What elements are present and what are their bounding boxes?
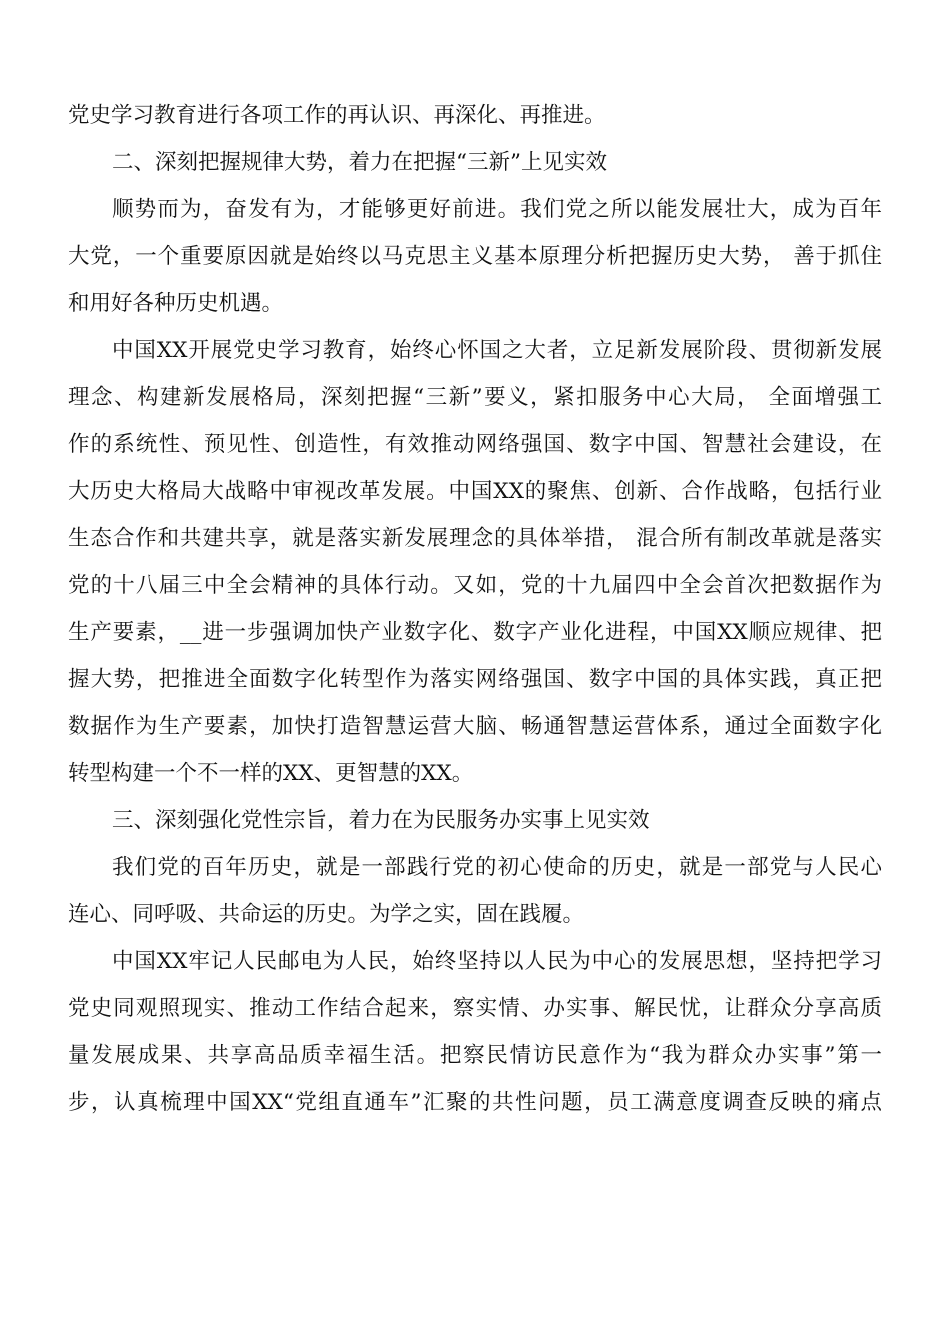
text-line: 大党，一个重要原因就是始终以马克思主义基本原理分析把握历史大势， 善于抓住 — [68, 244, 882, 269]
text-line: 理念、构建新发展格局，深刻把握“三新”要义，紧扣服务中心大局， 全面增强工 — [68, 385, 882, 410]
section-heading: 二、深刻把握规律大势，着力在把握“三新”上见实效 — [112, 150, 607, 175]
section-heading: 三、深刻强化党性宗旨，着力在为民服务办实事上见实效 — [112, 808, 650, 833]
text-line: 转型构建一个不一样的XX、更智慧的XX。 — [68, 761, 474, 786]
text-line: 顺势而为，奋发有为，才能够更好前进。我们党之所以能发展壮大，成为百年 — [112, 197, 882, 222]
text-line: 连心、同呼吸、共命运的历史。为学之实，固在践履。 — [68, 902, 585, 927]
document-body — [68, 92, 882, 1126]
text-line: 中国XX开展党史学习教育，始终心怀国之大者，立足新发展阶段、贯彻新发展 — [112, 338, 882, 363]
text-line: 数据作为生产要素，加快打造智慧运营大脑、畅通智慧运营体系，通过全面数字化 — [68, 714, 882, 739]
text-line: 步，认真梳理中国XX“党组直通车”汇聚的共性问题，员工满意度调查反映的痛点 — [68, 1090, 882, 1115]
text-line: 党史学习教育进行各项工作的再认识、再深化、再推进。 — [68, 103, 606, 128]
text-line: 我们党的百年历史，就是一部践行党的初心使命的历史，就是一部党与人民心 — [112, 855, 882, 880]
text-line: 党的十八届三中全会精神的具体行动。又如，党的十九届四中全会首次把数据作为 — [68, 573, 882, 598]
text-line: 量发展成果、共享高品质幸福生活。把察民情访民意作为“我为群众办实事”第一 — [68, 1043, 882, 1068]
text-line: 生态合作和共建共享，就是落实新发展理念的具体举措， 混合所有制改革就是落实 — [68, 526, 882, 551]
text-line: 党史同观照现实、推动工作结合起来，察实情、办实事、解民忧，让群众分享高质 — [68, 996, 882, 1021]
text-line: 中国XX牢记人民邮电为人民，始终坚持以人民为中心的发展思想，坚持把学习 — [112, 949, 882, 974]
text-line: 大历史大格局大战略中审视改革发展。中国XX的聚焦、创新、合作战略，包括行业 — [68, 479, 882, 504]
text-line: 和用好各种历史机遇。 — [68, 291, 284, 316]
text-line: 握大势，把推进全面数字化转型作为落实网络强国、数字中国的具体实践，真正把 — [68, 667, 882, 692]
text-line: 生产要素，__进一步强调加快产业数字化、数字产业化进程，中国XX顺应规律、把 — [68, 620, 882, 645]
text-line: 作的系统性、预见性、创造性，有效推动网络强国、数字中国、智慧社会建设，在 — [68, 432, 882, 457]
